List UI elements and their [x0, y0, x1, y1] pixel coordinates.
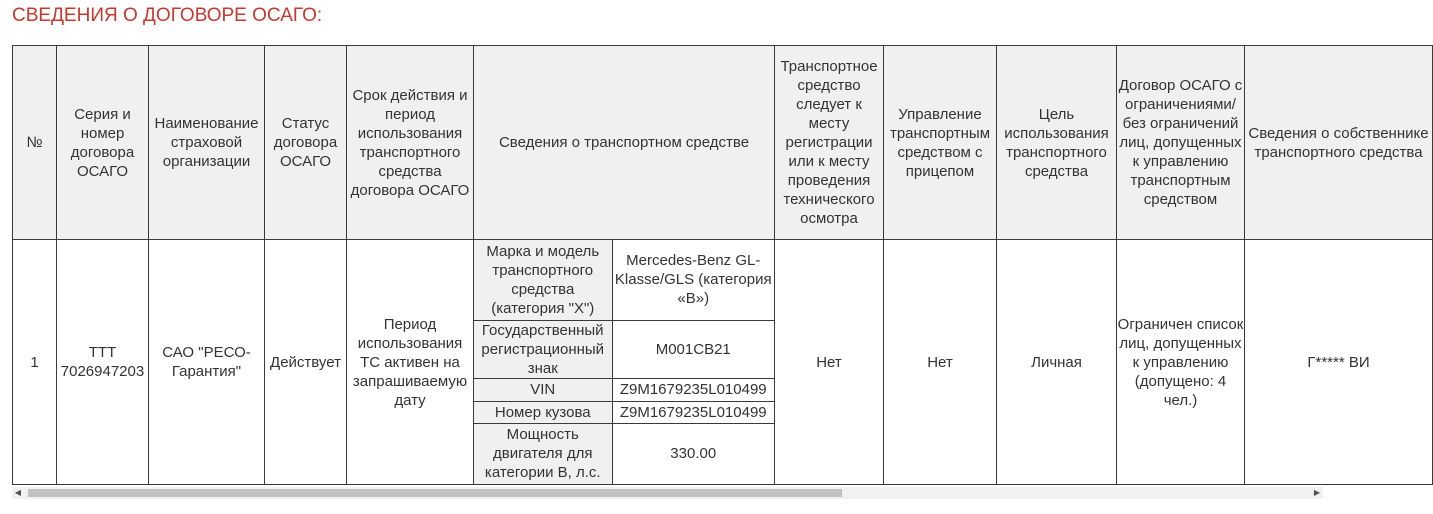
cell-vehicle: [474, 240, 775, 485]
vehicle-make-value: Mercedes-Benz GL-Klasse/GLS (категория «В»): [612, 240, 774, 320]
vehicle-row-make: [474, 240, 774, 320]
header-series: Серия и номер договора ОСАГО: [57, 46, 149, 240]
cell-follows: Нет: [775, 240, 884, 485]
scrollbar-thumb[interactable]: [28, 489, 842, 497]
vehicle-plate-label: Государственный регистрационный знак: [474, 320, 612, 378]
osago-table: [12, 45, 1433, 485]
vehicle-row-plate: [474, 320, 774, 378]
vehicle-power-label: Мощность двигателя для категории В, л.с.: [474, 423, 612, 484]
cell-insurer: САО "РЕСО-Гарантия": [149, 240, 265, 485]
vehicle-make-label: Марка и модель транспортного средства (категория "Х"): [474, 240, 612, 320]
table-header-row: [13, 46, 1433, 240]
cell-restrictions: Ограничен список лиц, допущенных к управлению (допущено: 4 чел.): [1117, 240, 1245, 485]
vehicle-row-power: [474, 423, 774, 484]
horizontal-scrollbar[interactable]: [12, 487, 1323, 499]
vehicle-vin-value: Z9M1679235L010499: [612, 378, 774, 401]
header-status: Статус договора ОСАГО: [265, 46, 347, 240]
scroll-right-arrow-icon[interactable]: ▶: [1313, 488, 1321, 497]
vehicle-vin-label: VIN: [474, 378, 612, 401]
vehicle-row-vin: [474, 378, 774, 401]
header-owner: Сведения о собственнике транспортного средства: [1245, 46, 1433, 240]
header-insurer: Наименование страховой организации: [149, 46, 265, 240]
cell-num: 1: [13, 240, 57, 485]
table-row: [13, 240, 1433, 485]
header-vehicle: Сведения о транспортном средстве: [474, 46, 775, 240]
vehicle-plate-value: М001СВ21: [612, 320, 774, 378]
vehicle-body-label: Номер кузова: [474, 401, 612, 423]
cell-owner: Г***** ВИ: [1245, 240, 1433, 485]
cell-status: Действует: [265, 240, 347, 485]
scroll-left-arrow-icon[interactable]: ◀: [14, 488, 22, 497]
vehicle-body-value: Z9M1679235L010499: [612, 401, 774, 423]
vehicle-power-value: 330.00: [670, 445, 717, 463]
header-period: Срок действия и период использования транспортного средства договора ОСАГО: [347, 46, 474, 240]
cell-period: Период использования ТС активен на запрашиваемую дату: [347, 240, 474, 485]
cell-purpose: Личная: [997, 240, 1117, 485]
header-purpose: Цель использования транспортного средства: [997, 46, 1117, 240]
header-num: №: [13, 46, 57, 240]
vehicle-row-body: [474, 401, 774, 423]
header-follows: Транспортное средство следует к месту регистрации или к месту проведения технического осмотра: [775, 46, 884, 240]
vehicle-details-table: [474, 240, 774, 484]
page-title: СВЕДЕНИЯ О ДОГОВОРЕ ОСАГО:: [12, 5, 323, 26]
cell-series: ТТТ 7026947203: [57, 240, 149, 485]
header-trailer: Управление транспортным средством с прицепом: [884, 46, 997, 240]
cell-trailer: Нет: [884, 240, 997, 485]
osago-table-viewport: [12, 45, 1429, 486]
header-restrictions: Договор ОСАГО с ограничениями/без ограничений лиц, допущенных к управлению транспортным средством: [1117, 46, 1245, 240]
